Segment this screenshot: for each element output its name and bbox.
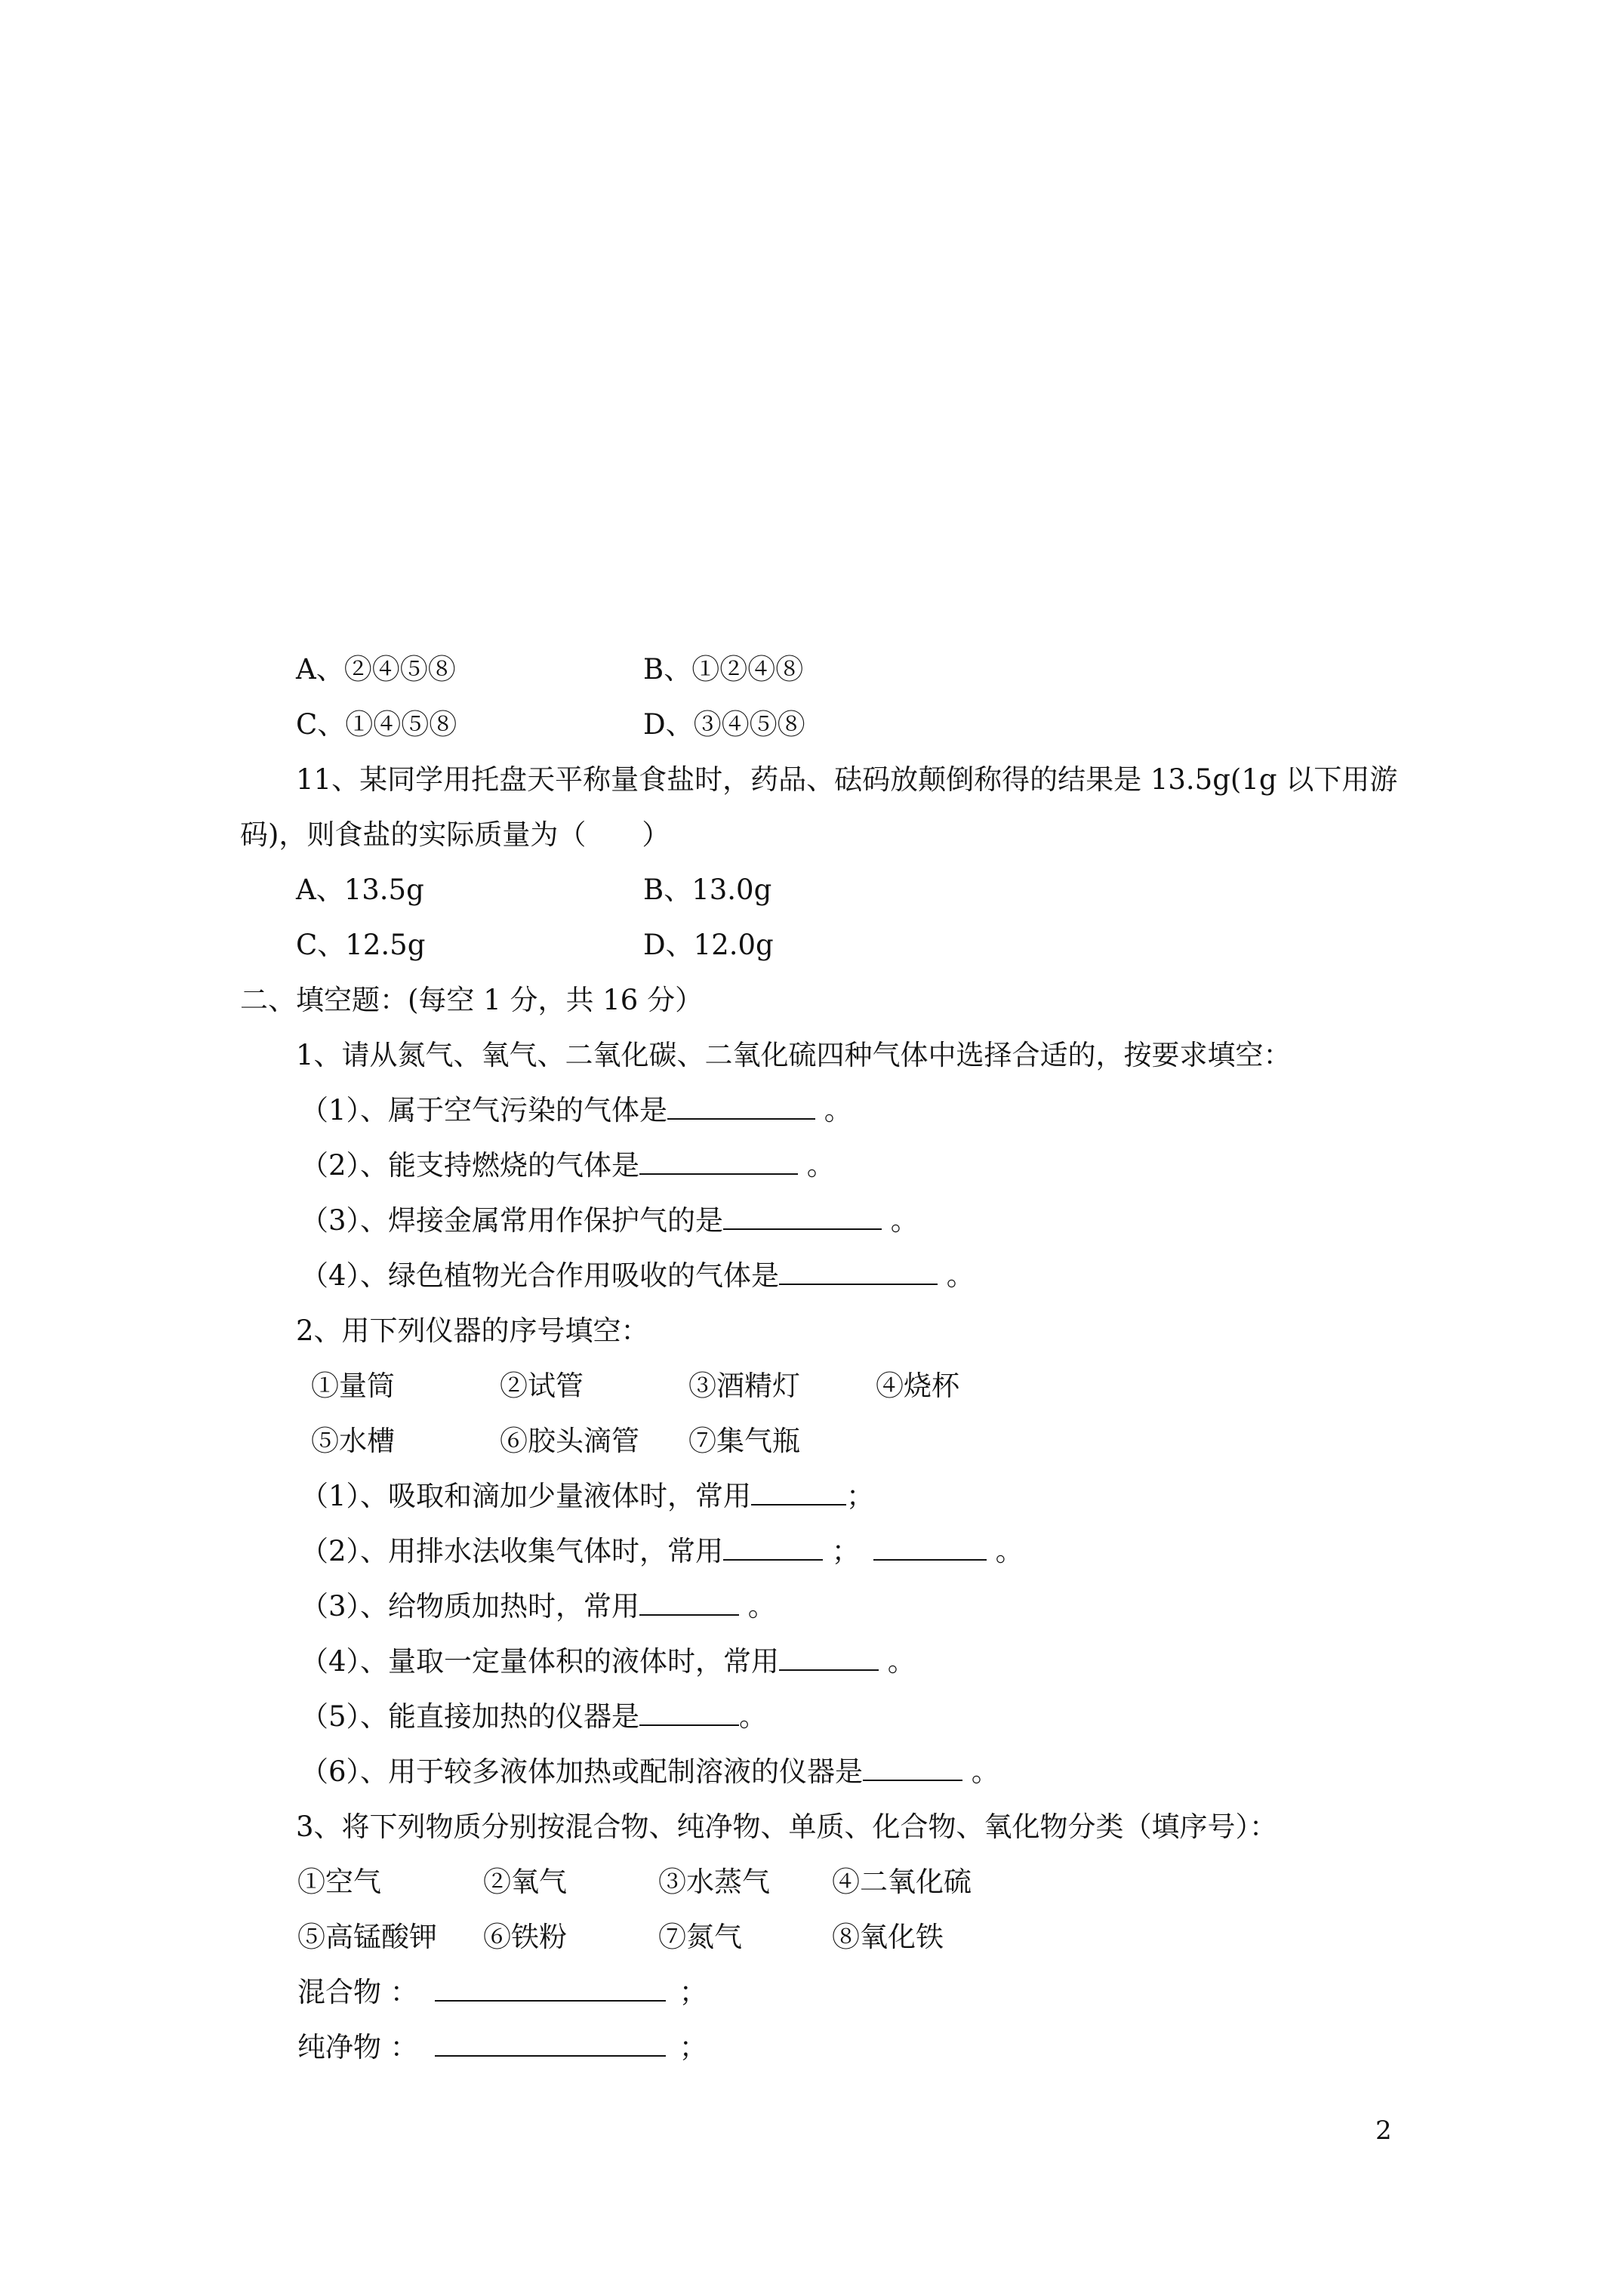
fill2-item-5-text: （5）、能直接加热的仪器是 [300,1700,640,1733]
mixture-answer-blank[interactable] [435,1974,666,2002]
substance-item: ②氧气 [483,1866,567,1898]
fill2-item-1-tail: ； [846,1480,875,1512]
answer-blank[interactable] [779,1644,879,1671]
fill1-item-2-tail: 。 [798,1149,835,1182]
answer-blank[interactable] [723,1203,882,1230]
mixture-label: 混合物 ： [297,1976,418,2008]
fill1-item-2 [300,1147,835,1185]
q11-option-a: A、13.5g [296,874,424,906]
fill2-item-3-text: （3）、给物质加热时，常用 [300,1590,640,1623]
instrument-item: ③酒精灯 [688,1370,800,1402]
answer-blank[interactable] [863,1754,962,1781]
fill2-item-5-tail: 。 [739,1700,768,1733]
answer-blank[interactable] [639,1699,739,1726]
q11-option-c: C、12.5g [296,929,426,961]
substance-item: ⑧氧化铁 [832,1921,944,1953]
fill2-item-4-text: （4）、量取一定量体积的液体时，常用 [300,1645,780,1678]
answer-blank[interactable] [751,1478,846,1505]
fill2-item-2-text: （2）、用排水法收集气体时，常用 [300,1535,724,1567]
pure-tail: ； [679,2031,707,2063]
q10-option-d: D、③④⑤⑧ [643,708,805,741]
fill1-intro: 1、请从氮气、氧气、二氧化碳、二氧化硫四种气体中选择合适的，按要求填空： [296,1039,1292,1071]
fill2-item-2 [300,1533,1024,1570]
answer-blank[interactable] [779,1258,938,1285]
fill2-intro: 2、用下列仪器的序号填空： [296,1314,649,1347]
fill1-item-2-text: （2）、能支持燃烧的气体是 [300,1149,640,1182]
instrument-item: ⑤水槽 [311,1425,395,1457]
substance-item: ⑤高锰酸钾 [297,1921,437,1953]
instrument-item: ①量筒 [311,1370,395,1402]
fill2-item-6-tail: 。 [962,1755,999,1788]
fill2-item-4 [300,1643,916,1681]
fill3-mixture-row [297,1974,707,2011]
fill2-item-2-tail: 。 [986,1535,1024,1567]
fill2-item-3 [300,1588,776,1626]
fill1-item-1-tail: 。 [815,1094,852,1126]
answer-blank[interactable] [639,1589,739,1616]
q11-option-d: D、12.0g [643,929,774,961]
fill1-item-4 [300,1257,975,1295]
fill2-item-4-tail: 。 [879,1645,916,1678]
fill2-item-3-tail: 。 [739,1590,776,1623]
fill1-item-4-text: （4）、绿色植物光合作用吸收的气体是 [300,1259,780,1292]
substance-item: ③水蒸气 [658,1866,770,1898]
fill1-item-1-text: （1）、属于空气污染的气体是 [300,1094,668,1126]
answer-blank[interactable] [873,1533,987,1561]
instrument-item: ②试管 [500,1370,584,1402]
fill2-item-1-text: （1）、吸取和滴加少量液体时，常用 [300,1480,752,1512]
fill1-item-1 [300,1092,852,1130]
fill1-item-4-tail: 。 [938,1259,975,1292]
instrument-item: ⑦集气瓶 [688,1425,800,1457]
q11-text-line2: 码)，则食盐的实际质量为（ ） [240,818,670,851]
fill1-item-3-text: （3）、焊接金属常用作保护气的是 [300,1204,724,1237]
page-number: 2 [1375,2116,1392,2146]
section2-heading: 二、填空题：(每空 1 分，共 16 分） [240,984,704,1016]
answer-blank[interactable] [667,1093,815,1120]
fill1-item-3-tail: 。 [882,1204,919,1237]
q11-text-line1: 11、某同学用托盘天平称量食盐时，药品、砝码放颠倒称得的结果是 13.5g(1g 以下用游 [296,763,1398,796]
substance-item: ④二氧化硫 [832,1866,972,1898]
instrument-item: ④烧杯 [876,1370,959,1402]
fill2-item-1 [300,1478,874,1515]
substance-item: ⑥铁粉 [483,1921,567,1953]
substance-item: ①空气 [297,1866,381,1898]
answer-blank[interactable] [723,1533,823,1561]
fill3-intro: 3、将下列物质分别按混合物、纯净物、单质、化合物、氧化物分类（填序号）： [296,1811,1278,1843]
fill1-item-3 [300,1202,919,1240]
pure-label: 纯净物 ： [297,2031,418,2063]
instrument-item: ⑥胶头滴管 [500,1425,639,1457]
fill2-item-2-mid: ； [823,1535,860,1567]
q10-option-b: B、①②④⑧ [643,653,804,686]
mixture-tail: ； [679,1976,707,2008]
substance-item: ⑦氮气 [658,1921,742,1953]
pure-answer-blank[interactable] [435,2029,666,2057]
fill2-item-6-text: （6）、用于较多液体加热或配制溶液的仪器是 [300,1755,864,1788]
answer-blank[interactable] [639,1148,798,1175]
fill3-pure-row [297,2029,707,2066]
q11-option-b: B、13.0g [643,874,772,906]
fill2-item-5 [300,1698,767,1736]
q10-option-c: C、①④⑤⑧ [296,708,457,741]
q10-option-a: A、②④⑤⑧ [296,653,456,686]
fill2-item-6 [300,1753,999,1791]
